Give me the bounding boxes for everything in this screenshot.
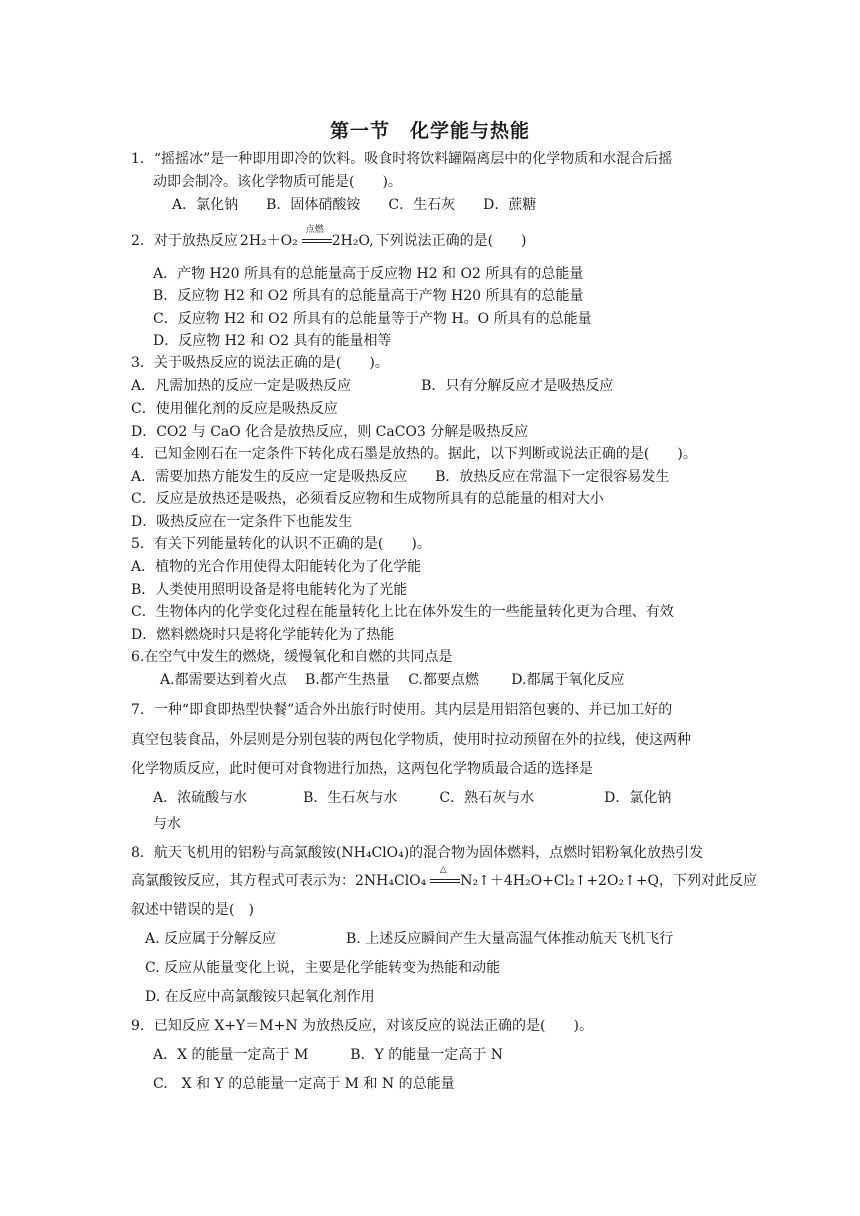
q5-option-c: C．生物体内的化学变化过程在能量转化上比在体外发生的一些能量转化更为合理、有效 [131,604,674,620]
q1-stem-line2: 动即会制冷。该化学物质可能是( )。 [153,174,402,190]
equation-sign-icon [302,239,332,243]
q4-options-ab: A．需要加热方能发生的反应一定是吸热反应 B．放热反应在常温下一定很容易发生 [131,469,670,485]
q9-stem: 9．已知反应 X+Y＝M+N 为放热反应，对该反应的说法正确的是( )。 [131,1018,593,1034]
q2-option-b: B．反应物 H2 和 O2 所具有的总能量高于产物 H20 所具有的总能量 [153,288,584,304]
q8-option-d: D. 在反应中高氯酸铵只起氧化剂作用 [145,989,375,1005]
q8-equation-prefix: 高氯酸铵反应，其方程式可表示为：2NH₄ClO₄ [131,873,427,889]
q8-stem-line1: 8．航天飞机用的铝粉与高氯酸铵(NH₄ClO₄)的混合物为固体燃料，点燃时铝粉氧化放热引发 [131,845,704,861]
q2-equation [239,225,374,250]
q8-stem-line2 [131,865,757,890]
q7-options-continued: 与水 [153,816,181,832]
q7-options: A．浓硫酸与水 B．生石灰与水 C．熟石灰与水 D．氯化钠 [153,790,672,806]
q5-option-b: B．人类使用照明设备是将电能转化为了光能 [131,582,408,598]
q6-stem: 6.在空气中发生的燃烧，缓慢氧化和自燃的共同点是 [131,649,453,665]
q2-option-a: A．产物 H20 所具有的总能量高于反应物 H2 和 O2 所具有的总能量 [153,266,584,282]
q7-stem-line3: 化学物质反应，此时便可对食物进行加热，这两包化学物质最合适的选择是 [131,761,593,777]
q4-option-c: C．反应是放热还是吸热，必须看反应物和生成物所具有的总能量的相对大小 [131,491,604,507]
q9-option-c: C. X 和 Y 的总能量一定高于 M 和 N 的总能量 [153,1076,455,1092]
q2-stem-prefix: 2．对于放热反应 [131,233,238,249]
q2-stem-suffix: 下列说法正确的是( ) [375,233,527,249]
q2-stem [131,225,527,250]
q8-stem-line3: 叙述中错误的是( ) [131,902,254,918]
q3-option-d: D．CO2 与 CaO 化合是放热反应，则 CaCO3 分解是吸热反应 [131,424,529,440]
q2-option-d: D．反应物 H2 和 O2 具有的能量相等 [153,333,392,349]
q2-option-c: C．反应物 H2 和 O2 所具有的总能量等于产物 H。O 所具有的总能量 [153,311,592,327]
q3-options-ab: A．凡需加热的反应一定是吸热反应 B．只有分解反应才是吸热反应 [131,378,614,394]
q4-stem: 4．已知金刚石在一定条件下转化成石墨是放热的。据此，以下判断或说法正确的是( )。 [131,446,697,462]
q8-equation-condition: △ [439,865,447,875]
q2-equation-left: 2H₂＋O₂ [239,233,298,249]
q4-option-d: D．吸热反应在一定条件下也能发生 [131,514,353,530]
q2-equation-condition: 点燃 [305,225,324,235]
q9-options-ab: A．X 的能量一定高于 M B．Y 的能量一定高于 N [153,1047,503,1063]
q7-stem-line1: 7．一种“即食即热型快餐”适合外出旅行时使用。其内层是用铝箔包裹的、并已加工好的 [131,702,673,718]
equation-sign-icon [430,879,460,883]
q2-equation-right: 2H₂O, [331,233,374,249]
q1-options: A．氯化钠 B．固体硝酸铵 C．生石灰 D．蔗糖 [172,197,537,213]
page-title: 第一节 化学能与热能 [329,120,530,142]
q7-stem-line2: 真空包装食品，外层则是分别包装的两包化学物质，使用时拉动预留在外的拉线，使这两种 [131,732,691,748]
q5-option-a: A．植物的光合作用使得太阳能转化为了化学能 [131,559,422,575]
q3-option-c: C．使用催化剂的反应是吸热反应 [131,401,338,417]
q8-options-ab: A. 反应属于分解反应 B. 上述反应瞬间产生大量高温气体推动航天飞机飞行 [145,931,674,947]
q3-stem: 3．关于吸热反应的说法正确的是( )。 [131,355,389,371]
q6-options: A.都需要达到着火点 B.都产生热量 C.都要点燃 D.都属于氧化反应 [160,672,625,688]
q8-equation-suffix: N₂↑＋4H₂O+Cl₂↑+2O₂↑+Q，下列对此反应 [460,873,757,889]
q1-stem-line1: 1．“摇摇冰”是一种即用即冷的饮料。吸食时将饮料罐隔离层中的化学物质和水混合后摇 [131,151,673,167]
q5-stem: 5．有关下列能量转化的认识不正确的是( )。 [131,536,431,552]
q8-option-c: C. 反应从能量变化上说，主要是化学能转变为热能和动能 [145,960,501,976]
q5-option-d: D．燃料燃烧时只是将化学能转化为了热能 [131,627,395,643]
